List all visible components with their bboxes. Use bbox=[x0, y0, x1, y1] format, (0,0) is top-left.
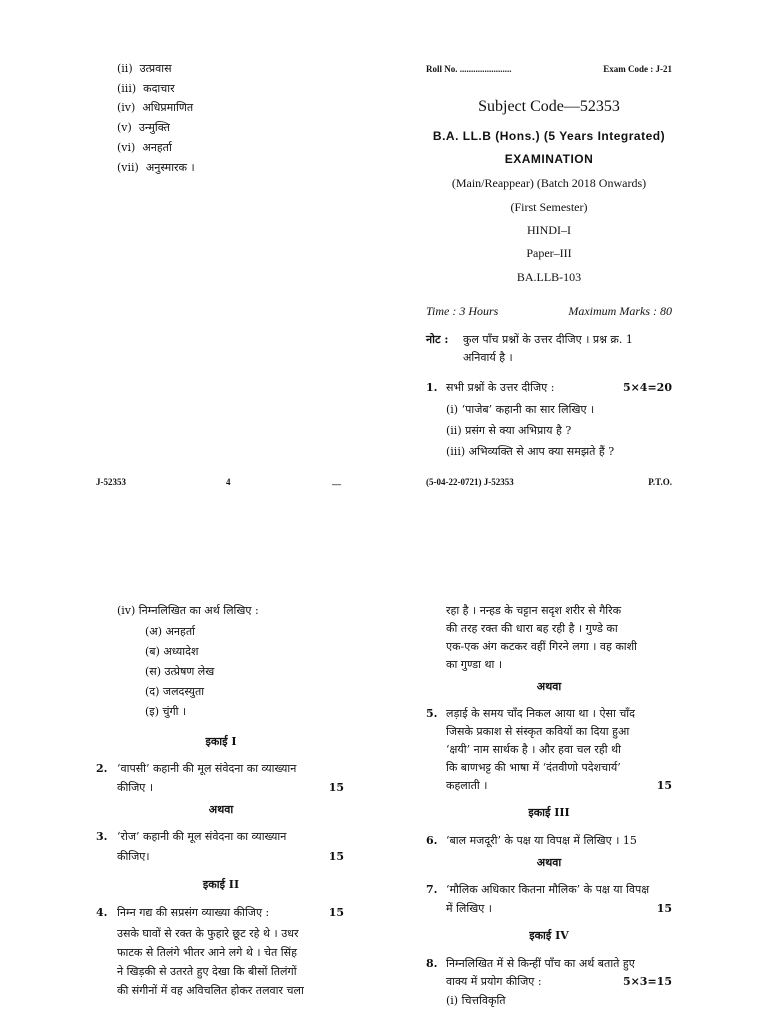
semester-line: (First Semester) bbox=[510, 200, 588, 214]
list-item: (स) उत्प्रेषण लेख bbox=[145, 665, 215, 678]
note-label: नोट : bbox=[426, 333, 449, 346]
question-marks: 15 bbox=[328, 850, 344, 863]
list-item: (vi) अनहर्ता bbox=[117, 141, 172, 154]
list-item: (vii) अनुस्मारक । bbox=[117, 161, 195, 174]
question-marks: 15 bbox=[656, 779, 672, 792]
code-line: BA.LLB-103 bbox=[516, 270, 582, 284]
question-marks: 15 bbox=[656, 902, 672, 915]
course-title: B.A. LL.B (Hons.) (5 Years Integrated) bbox=[432, 129, 666, 143]
passage-line: लड़ाई के समय चाँद निकल आया था । ऐसा चाँद bbox=[446, 707, 635, 720]
question-text: ‘वापसी’ कहानी की मूल संवेदना का व्याख्यान bbox=[117, 762, 297, 775]
question-text-2: कीजिए । bbox=[117, 781, 154, 794]
list-item: (i) ‘पाजेब’ कहानी का सार लिखिए । bbox=[446, 403, 595, 416]
page-number: 4 bbox=[226, 477, 231, 487]
exam-code: Exam Code : J-21 bbox=[603, 64, 672, 74]
list-item: (अ) अनहर्ता bbox=[145, 625, 195, 638]
question-number: 8. bbox=[426, 957, 438, 970]
or-heading: अथवा bbox=[208, 803, 234, 816]
passage-line: रहा है । नन्हड के चट्टान सदृश शरीर से गैरिक bbox=[446, 604, 622, 617]
note-text-2: अनिवार्य है । bbox=[463, 351, 513, 364]
list-item: (iii) अभिव्यक्ति से आप क्या समझते हैं ? bbox=[446, 445, 615, 458]
question-text-2: वाक्य में प्रयोग कीजिए : bbox=[446, 975, 542, 988]
question-number: 2. bbox=[96, 762, 108, 775]
subject-code: Subject Code—52353 bbox=[478, 98, 620, 115]
paper-line: Paper–III bbox=[526, 246, 572, 260]
question-text: ‘मौलिक अधिकार कितना मौलिक’ के पक्ष या विपक्ष bbox=[446, 883, 650, 896]
passage-line: कहलाती । bbox=[446, 779, 488, 792]
list-item: (ii) उत्प्रवास bbox=[117, 62, 172, 75]
question-marks: 15 bbox=[328, 906, 344, 919]
question-text: सभी प्रश्नों के उत्तर दीजिए : bbox=[446, 381, 555, 394]
question-number: 5. bbox=[426, 707, 438, 720]
question-text: ‘बाल मजदूरी’ के पक्ष या विपक्ष में लिखिए । 15 bbox=[446, 834, 637, 847]
list-item: (iii) कदाचार bbox=[117, 82, 175, 95]
question-marks: 5×3=15 bbox=[622, 975, 672, 988]
passage-line: कि बाणभट्ट की भाषा में ‘दंतवीणो पदेशचार्य’ bbox=[446, 761, 621, 774]
question-text-2: कीजिए। bbox=[117, 850, 150, 863]
passage-line: की तरह रक्त की धारा बह रही है । गुण्डे का bbox=[446, 622, 618, 635]
time-line: Time : 3 Hours bbox=[426, 304, 499, 318]
footer-code: J-52353 bbox=[96, 477, 126, 487]
list-item: (i) चित्तविकृति bbox=[446, 994, 506, 1007]
list-item: (इ) चुंगी । bbox=[145, 705, 187, 718]
marks-line: Maximum Marks : 80 bbox=[568, 304, 672, 318]
unit-heading: इकाई IV bbox=[529, 929, 569, 942]
footer-code: (5-04-22-0721) J-52353 bbox=[426, 477, 514, 487]
question-text-2: में लिखिए । bbox=[446, 902, 492, 915]
passage-line: जिसके प्रकाश से संस्कृत कवियों का दिया हुआ bbox=[446, 725, 630, 738]
passage-line: की संगीनों में वह अविचलित होकर तलवार चला bbox=[117, 984, 304, 997]
question-number: 6. bbox=[426, 834, 438, 847]
question-number: 1. bbox=[426, 381, 438, 394]
question-number: 3. bbox=[96, 830, 108, 843]
subject-line: HINDI–I bbox=[527, 223, 571, 237]
pto: P.T.O. bbox=[648, 477, 672, 487]
passage-line: का गुण्डा था । bbox=[446, 658, 502, 671]
unit-heading: इकाई III bbox=[528, 806, 570, 819]
list-item: (v) उन्मुक्ति bbox=[117, 121, 170, 134]
list-item: (ब) अध्यादेश bbox=[145, 645, 199, 658]
question-marks: 15 bbox=[328, 781, 344, 794]
or-heading: अथवा bbox=[536, 680, 562, 693]
unit-heading: इकाई II bbox=[202, 878, 240, 891]
question-text: निम्न गद्य की सप्रसंग व्याख्या कीजिए : bbox=[117, 906, 270, 919]
passage-line: ‘क्षयी’ नाम सार्थक है । और हवा चल रही थी bbox=[446, 743, 621, 756]
note-text: कुल पाँच प्रश्नों के उत्तर दीजिए । प्रश्न क्र. 1 bbox=[463, 333, 633, 346]
passage-line: उसके घावों से रक्त के फुहारे छूट रहे थे । उधर bbox=[117, 927, 299, 940]
question-number: 7. bbox=[426, 883, 438, 896]
footer-mark: — bbox=[332, 479, 341, 489]
question-number: 4. bbox=[96, 906, 108, 919]
unit-heading: इकाई I bbox=[205, 735, 237, 748]
list-item: (द) जलदस्युता bbox=[145, 685, 205, 698]
passage-line: ने खिड़की से उतरते हुए देखा कि बीसों तिलंगों bbox=[117, 965, 297, 978]
question-text: ‘रोज’ कहानी की मूल संवेदना का व्याख्यान bbox=[117, 830, 287, 843]
passage-line: फाटक से तिलंगे भीतर आने लगे थे । चेत सिंह bbox=[117, 946, 297, 959]
list-item: (iv) अधिप्रमाणित bbox=[117, 101, 194, 114]
question-text: निम्नलिखित में से किन्हीं पाँच का अर्थ बताते हुए bbox=[446, 957, 635, 970]
list-item: (ii) प्रसंग से क्या अभिप्राय है ? bbox=[446, 424, 572, 437]
exam-title: EXAMINATION bbox=[504, 152, 594, 166]
question-text: (iv) निम्नलिखित का अर्थ लिखिए : bbox=[117, 604, 259, 617]
batch-line: (Main/Reappear) (Batch 2018 Onwards) bbox=[451, 176, 647, 190]
roll-no: Roll No. ....................... bbox=[426, 64, 512, 74]
question-marks: 5×4=20 bbox=[622, 381, 672, 394]
passage-line: एक-एक अंग कटकर वहीं गिरने लगा । वह काशी bbox=[446, 640, 637, 653]
or-heading: अथवा bbox=[536, 856, 562, 869]
